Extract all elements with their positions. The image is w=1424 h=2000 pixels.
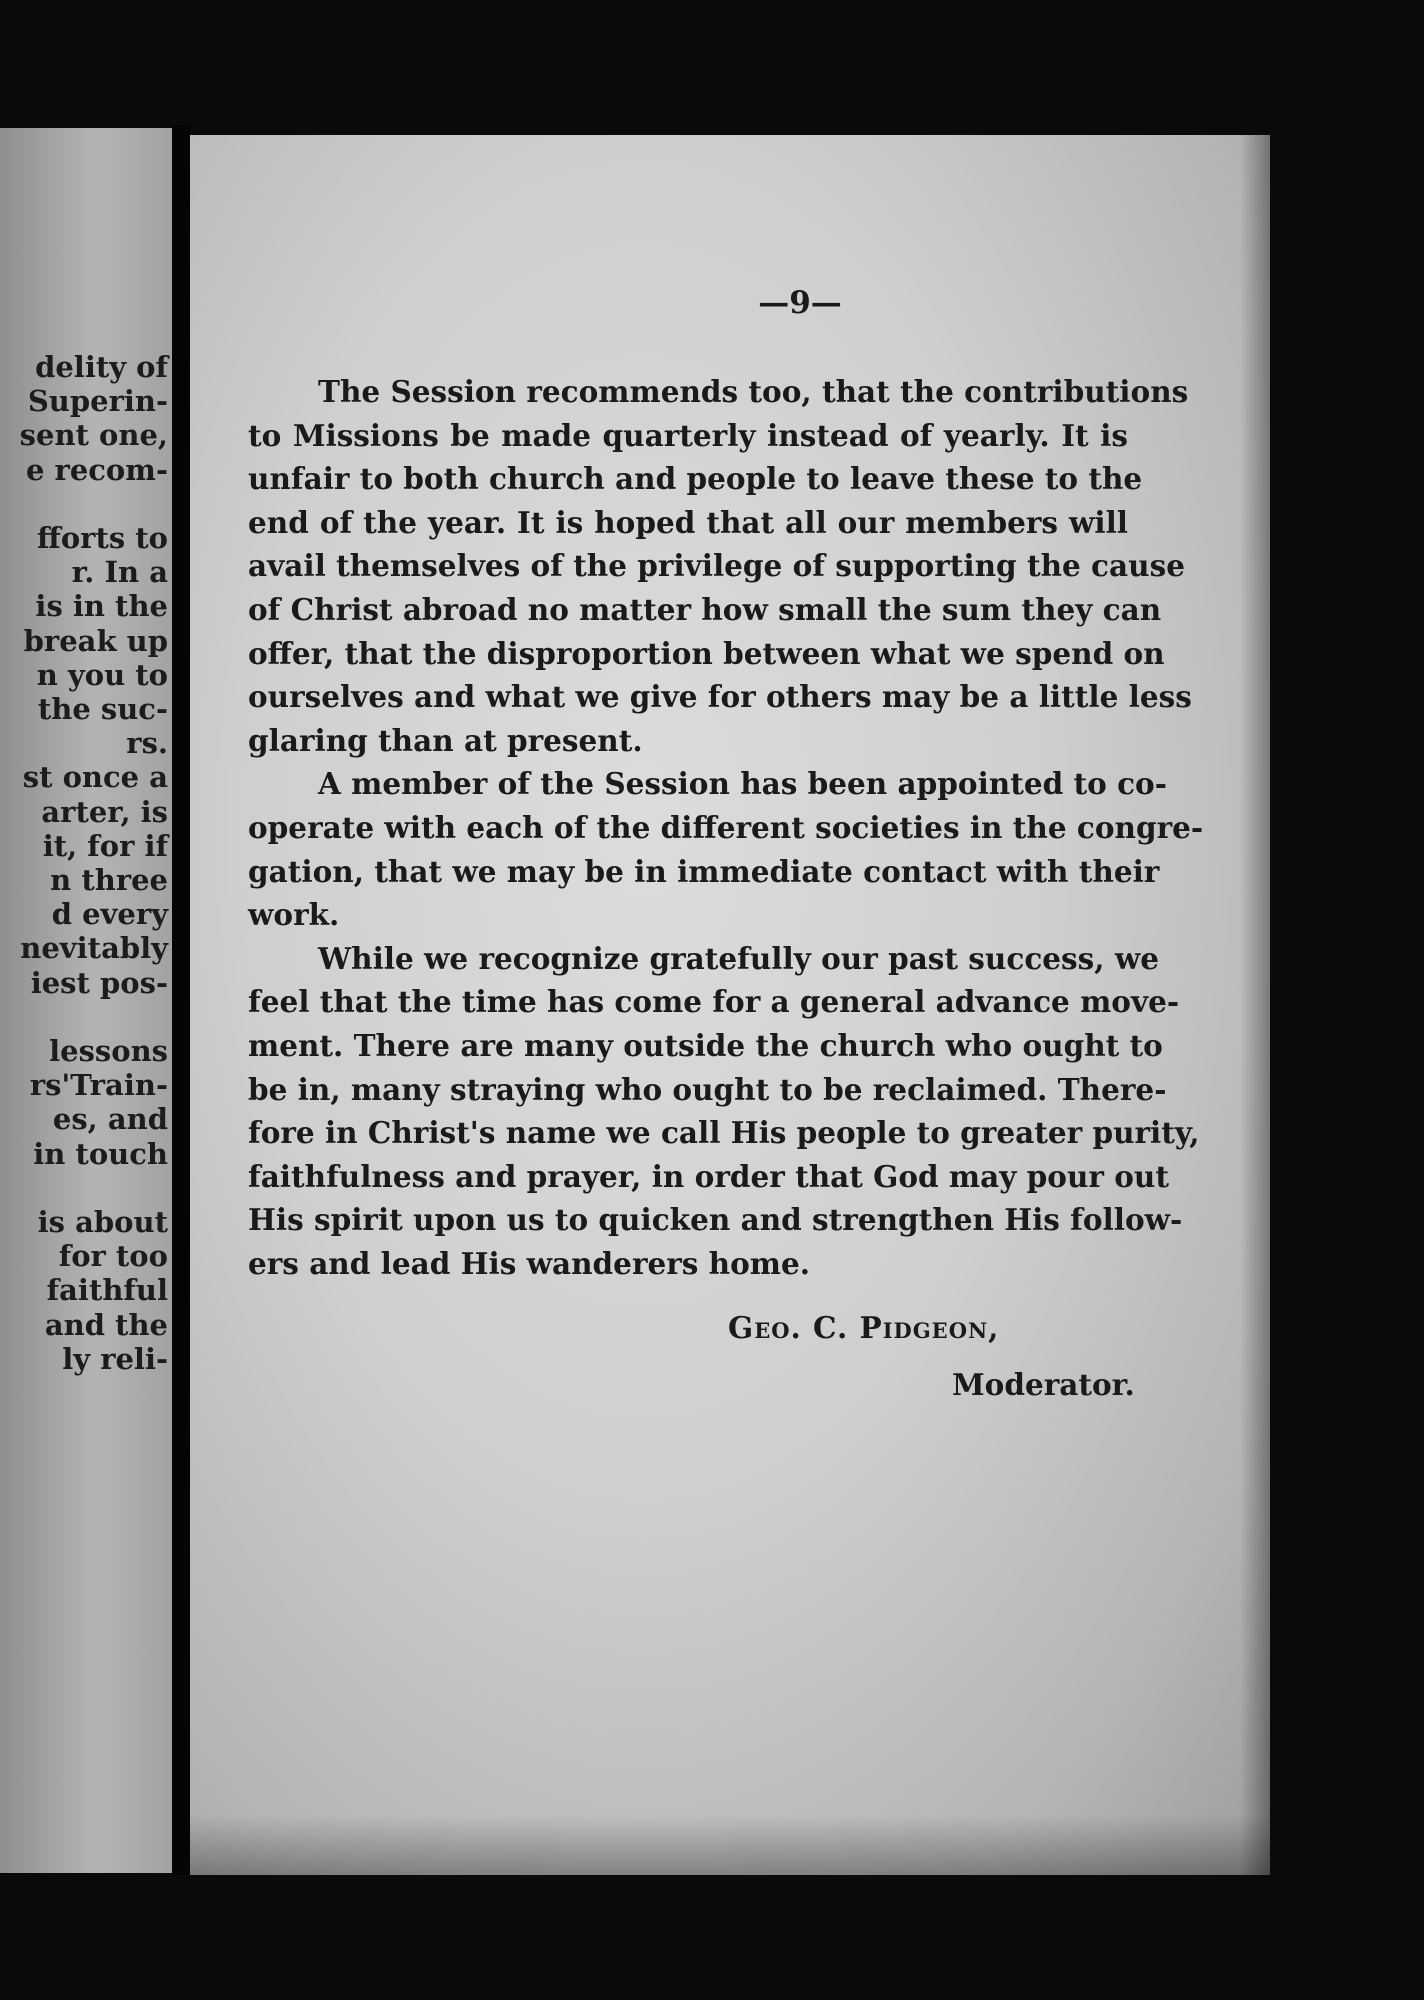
text-line: offer, that the disproportion between what we spend on xyxy=(248,635,1165,671)
left-page-line: arter, is xyxy=(41,794,168,829)
left-page-line: ly reli- xyxy=(62,1341,168,1376)
signature-title: Moderator. xyxy=(952,1367,1135,1402)
page-edge-shadow xyxy=(1240,135,1270,1875)
text-line: operate with each of the different societies in the congre- xyxy=(248,809,1204,845)
left-page-line: d every xyxy=(51,897,168,932)
paragraph xyxy=(248,370,1192,762)
text-line: ment. There are many outside the church who ought to xyxy=(248,1027,1163,1063)
paragraph xyxy=(248,937,1200,1286)
main-page xyxy=(190,135,1270,1875)
left-page-line: r. In a xyxy=(71,555,168,590)
left-page-line: the suc- xyxy=(37,692,168,726)
left-page-line: and the xyxy=(44,1307,168,1342)
body-text xyxy=(248,370,1204,1285)
page-bottom-shadow xyxy=(190,1815,1270,1875)
left-page-line: lessons xyxy=(49,1034,168,1068)
text-line: be in, many straying who ought to be reclaimed. There- xyxy=(248,1071,1167,1107)
text-line: avail themselves of the privilege of supporting the cause xyxy=(248,548,1185,584)
left-page-line: rs. xyxy=(126,726,168,761)
paragraph xyxy=(248,762,1204,936)
text-line: unfair to both church and people to leave these to the xyxy=(248,461,1143,497)
left-page-line: faithful xyxy=(46,1273,168,1308)
text-line: A member of the Session has been appointed to co- xyxy=(318,766,1167,802)
text-line: feel that the time has come for a general advance move- xyxy=(248,984,1180,1020)
text-line: to Missions be made quarterly instead of yearly. It is xyxy=(248,417,1128,453)
signature-name: Geo. C. Pidgeon, xyxy=(728,1310,1000,1345)
text-line: work. xyxy=(248,897,340,933)
left-page-line: for too xyxy=(58,1239,168,1274)
left-page-fragment xyxy=(0,128,172,1873)
text-line: gation, that we may be in immediate contact with their xyxy=(248,853,1160,889)
left-page-line: sent one, xyxy=(19,418,168,453)
left-page-line: Superin- xyxy=(27,384,168,419)
left-page-line: e recom- xyxy=(26,452,168,487)
page-number: —9— xyxy=(758,285,842,321)
text-line: The Session recommends too, that the contributions xyxy=(318,374,1189,409)
left-page-line: rs'Train- xyxy=(29,1068,168,1103)
text-line: fore in Christ's name we call His people to greater purity, xyxy=(248,1115,1200,1151)
left-page-line: iest pos- xyxy=(30,965,168,1000)
left-page-line: it, for if xyxy=(42,828,168,863)
left-page-line: st once a xyxy=(22,760,168,795)
text-line: faithfulness and prayer, in order that God may pour out xyxy=(248,1158,1169,1194)
text-line: glaring than at present. xyxy=(248,722,643,758)
left-page-line: in touch xyxy=(33,1136,168,1171)
text-line: ers and lead His wanderers home. xyxy=(248,1245,811,1281)
text-line: ourselves and what we give for others may be a little less xyxy=(248,679,1192,715)
left-page-line: nevitably xyxy=(20,931,168,966)
text-line: His spirit upon us to quicken and strengthen His follow- xyxy=(248,1202,1183,1238)
text-line: end of the year. It is hoped that all our members will xyxy=(248,504,1128,540)
left-page-line: fforts to xyxy=(37,521,168,555)
left-page-line: n three xyxy=(50,863,168,897)
left-page-line: is about xyxy=(37,1205,168,1239)
left-page-line: es, and xyxy=(52,1102,168,1137)
left-page-line: break up xyxy=(23,623,168,658)
text-line: of Christ abroad no matter how small the sum they can xyxy=(248,591,1162,627)
left-page-line: n you to xyxy=(36,657,168,692)
page-gutter xyxy=(172,125,190,1875)
text-line: While we recognize gratefully our past success, we xyxy=(318,940,1159,976)
left-page-line: is in the xyxy=(35,589,168,624)
left-page-line: delity of xyxy=(35,350,168,384)
